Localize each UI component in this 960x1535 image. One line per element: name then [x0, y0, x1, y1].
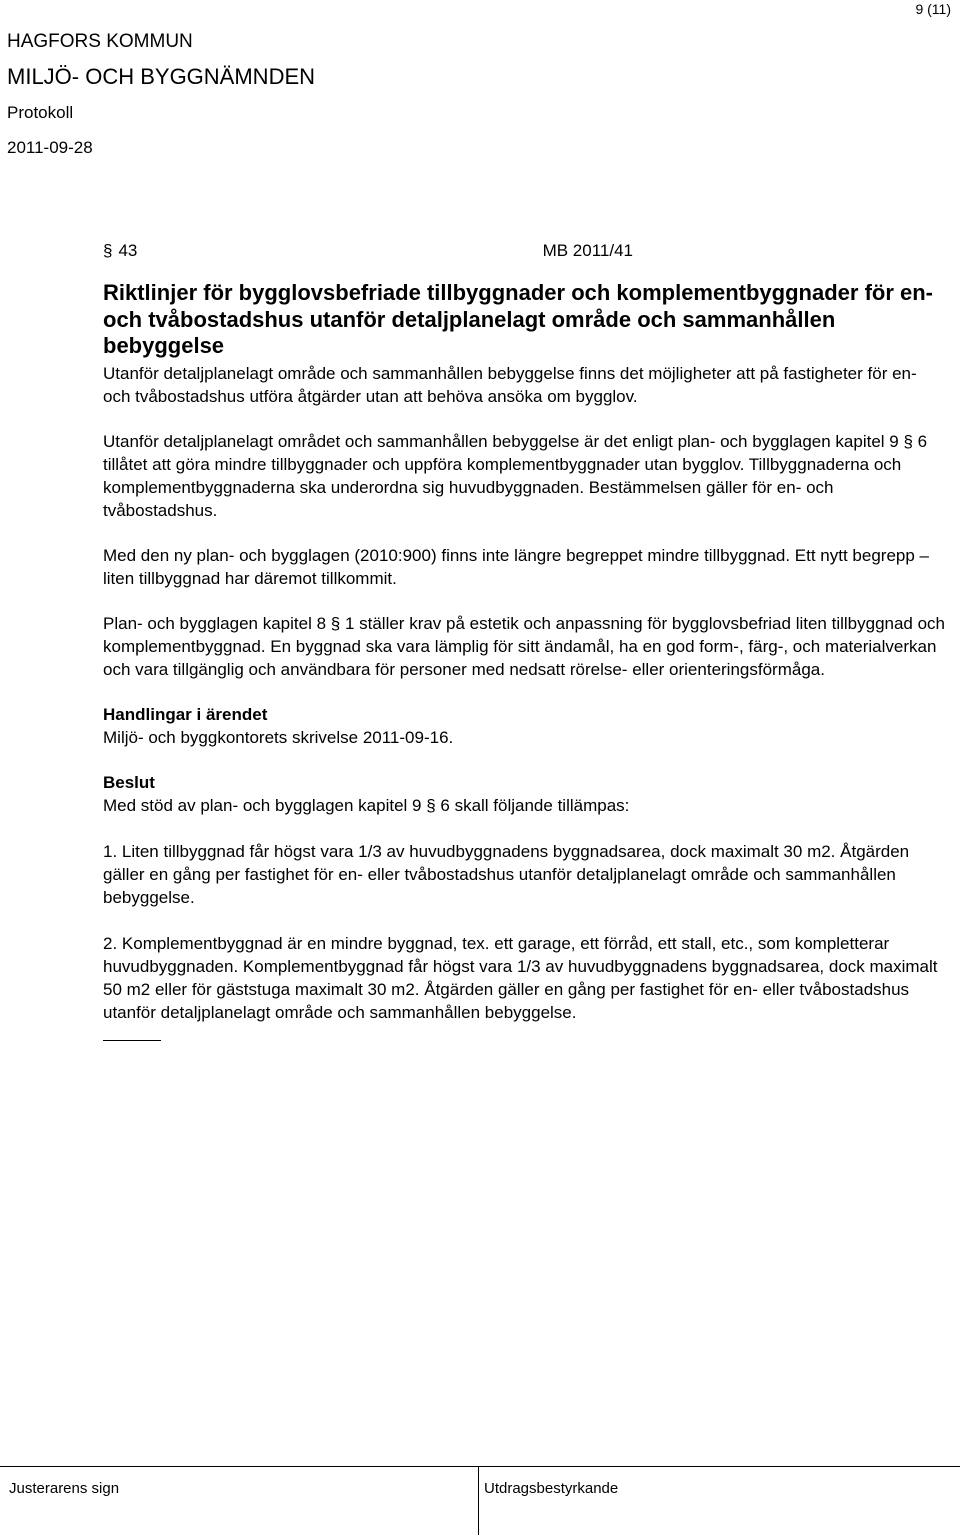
paragraph: Med den ny plan- och bygglagen (2010:900) finns inte längre begreppet mindre tillbyggnad. Ett nytt begrepp – liten tillbyggnad har däremot tillkommit. — [103, 546, 929, 589]
paragraph: Plan- och bygglagen kapitel 8 § 1 ställer krav på estetik och anpassning för bygglovsbefriad liten tillbyggnad och komplementbyggnad. En byggnad ska vara lämplig för sitt ändamål, ha en god form-, färg-, och materialverkan och vara tillgänglig och användbara för personer med nedsatt rörelse- eller orienteringsförmåga. — [103, 614, 946, 680]
beslut-intro: Med stöd av plan- och bygglagen kapitel 9 § 6 skall följande tillämpas: — [103, 796, 630, 816]
document-type: Protokoll — [7, 103, 74, 122]
organization-name: HAGFORS KOMMUN — [7, 31, 193, 52]
utdragsbestyrkande-label: Utdragsbestyrkande — [484, 1480, 619, 1497]
section-symbol: § — [103, 241, 113, 260]
end-rule — [103, 1040, 161, 1041]
paragraph: Utanför detaljplanelagt området och sammanhållen bebyggelse är det enligt plan- och bygglagen kapitel 9 § 6 tillåtet att göra mindre tillbyggnader och uppföra komplementbyggnader utan bygglov. Tillbyggnaderna och komplementbyggnaderna ska underordna sig huvudbyggnaden. Bestämmelsen gäller för en- och tvåbostadshus. — [103, 432, 928, 521]
footer-divider — [0, 1466, 960, 1467]
case-reference: MB 2011/41 — [542, 241, 633, 260]
paragraph: Utanför detaljplanelagt område och sammanhållen bebyggelse finns det möjligheter att på fastigheter för en- och tvåbostadshus utföra åtgärder utan att behöva ansöka om bygglov. — [103, 364, 917, 407]
handlingar-heading: Handlingar i ärendet — [103, 705, 268, 725]
board-name: MILJÖ- OCH BYGGNÄMNDEN — [7, 64, 316, 89]
item-number: 43 — [118, 241, 138, 260]
beslut-point: 1. Liten tillbyggnad får högst vara 1/3 av huvudbyggnadens byggnadsarea, dock maximalt 30 m2. Åtgärden gäller en gång per fastighet för en- eller tvåbostadshus utanför detaljplanelagt område och sammanhållen bebyggelse. — [103, 842, 910, 908]
justerare-sign-label: Justerarens sign — [9, 1480, 120, 1497]
item-header — [103, 241, 633, 261]
meeting-date: 2011-09-28 — [7, 138, 93, 157]
handlingar-text: Miljö- och byggkontorets skrivelse 2011-09-16. — [103, 728, 454, 748]
footer-cell-divider — [478, 1466, 479, 1535]
beslut-heading: Beslut — [103, 773, 155, 793]
item-title: Riktlinjer för bygglovsbefriade tillbyggnader och komplementbyggnader för en- och tvåbostadshus utanför detaljplanelagt område och sammanhållen bebyggelse — [103, 280, 934, 359]
page-number: 9 (11) — [915, 1, 951, 17]
item-body — [103, 280, 948, 1041]
beslut-point: 2. Komplementbyggnad är en mindre byggnad, tex. ett garage, ett förråd, ett stall, etc., som kompletterar huvudbyggnaden. Komplementbyggnad får högst vara 1/3 av huvudbyggnadens byggnadsarea, dock maximalt 50 m2 eller för gäststuga maximalt 30 m2. Åtgärden gäller en gång per fastighet för en- eller tvåbostadshus utanför detaljplanelagt område och sammanhållen bebyggelse. — [103, 934, 938, 1023]
